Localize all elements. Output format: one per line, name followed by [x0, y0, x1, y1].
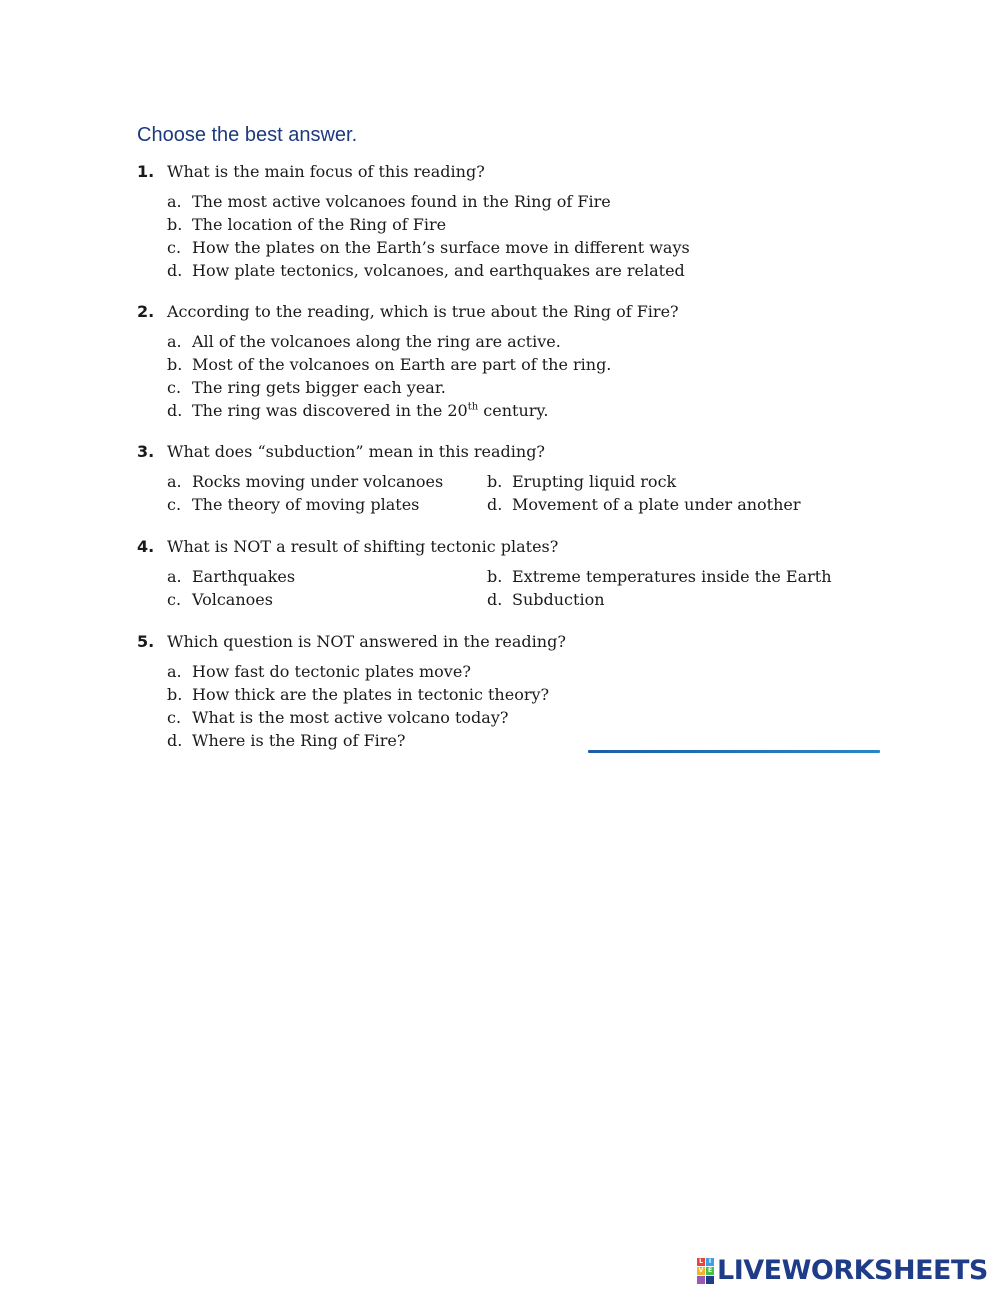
liveworksheets-logo: [697, 1257, 988, 1285]
answer-option-b[interactable]: [487, 470, 807, 493]
option-text: The location of the Ring of Fire: [192, 215, 447, 234]
option-text: Rocks moving under volcanoes: [192, 472, 444, 491]
answer-option-a[interactable]: [167, 565, 487, 588]
option-text: Most of the volcanoes on Earth are part of the ring.: [192, 355, 612, 374]
option-text: The ring gets bigger each year.: [192, 378, 446, 397]
answer-option-d[interactable]: [167, 729, 897, 752]
option-letter: b.: [167, 685, 183, 704]
option-text: How thick are the plates in tectonic theory?: [192, 685, 550, 704]
option-letter: b.: [167, 355, 183, 374]
answer-option-c[interactable]: [167, 588, 487, 611]
option-text: Extreme temperatures inside the Earth: [512, 567, 832, 586]
option-letter: a.: [167, 662, 182, 681]
logo-wordmark: LIVEWORKSHEETS: [717, 1255, 988, 1286]
option-letter: d.: [487, 495, 503, 514]
question-stem: [137, 631, 897, 653]
question-stem: [137, 441, 897, 463]
answer-option-b[interactable]: [167, 353, 897, 376]
answer-option-d[interactable]: [167, 399, 897, 422]
question-text: What is the main focus of this reading?: [167, 162, 485, 181]
answer-option-d[interactable]: [167, 259, 897, 282]
question-text: What does “subduction” mean in this reading?: [167, 442, 546, 461]
option-text: All of the volcanoes along the ring are active.: [192, 332, 561, 351]
question-stem: [137, 301, 897, 323]
answer-option-b[interactable]: [487, 565, 832, 588]
option-letter: d.: [167, 401, 183, 420]
worksheet-heading: Choose the best answer.: [137, 124, 358, 146]
option-text: Where is the Ring of Fire?: [192, 731, 406, 750]
question-number: 5.: [137, 632, 155, 651]
logo-tile: [697, 1276, 705, 1284]
logo-tiles-icon: [697, 1258, 714, 1284]
answer-option-d[interactable]: [487, 493, 807, 516]
option-letter: c.: [167, 495, 182, 514]
option-letter: c.: [167, 238, 182, 257]
answer-option-a[interactable]: [167, 660, 897, 683]
question-number: 4.: [137, 537, 155, 556]
option-text: The theory of moving plates: [192, 495, 420, 514]
option-letter: a.: [167, 192, 182, 211]
logo-tile: [706, 1276, 714, 1284]
question-text: What is NOT a result of shifting tectonic plates?: [167, 537, 559, 556]
option-text: How fast do tectonic plates move?: [192, 662, 471, 681]
question-2: [137, 301, 897, 422]
option-letter: c.: [167, 590, 182, 609]
answer-options: [167, 470, 897, 516]
question-text: Which question is NOT answered in the reading?: [167, 632, 566, 651]
option-letter: b.: [167, 215, 183, 234]
option-text: Movement of a plate under another: [512, 495, 801, 514]
option-text: [192, 399, 548, 422]
answer-option-a[interactable]: [167, 470, 487, 493]
option-letter: b.: [487, 472, 503, 491]
option-letter: c.: [167, 708, 182, 727]
logo-tile: L: [697, 1258, 705, 1266]
answer-options: [167, 565, 897, 611]
question-number: 3.: [137, 442, 155, 461]
logo-tile: V: [698, 1267, 704, 1274]
answer-option-b[interactable]: [167, 683, 897, 706]
option-letter: d.: [487, 590, 503, 609]
answer-option-c[interactable]: [167, 493, 487, 516]
option-text: What is the most active volcano today?: [192, 708, 509, 727]
option-text: Volcanoes: [192, 590, 273, 609]
option-text: Subduction: [512, 590, 605, 609]
option-text-after: century.: [478, 401, 549, 420]
question-stem: [137, 161, 897, 183]
question-4: [137, 536, 897, 611]
option-text: Earthquakes: [192, 567, 296, 586]
option-letter: a.: [167, 332, 182, 351]
option-letter: a.: [167, 567, 182, 586]
option-letter: b.: [487, 567, 503, 586]
logo-tile: E: [707, 1267, 713, 1274]
logo-tile: I: [706, 1258, 714, 1266]
question-text: According to the reading, which is true about the Ring of Fire?: [167, 302, 679, 321]
question-1: [137, 161, 897, 282]
question-number: 1.: [137, 162, 155, 181]
option-text-before: The ring was discovered in the 20: [192, 401, 468, 420]
ordinal-superscript: th: [467, 401, 479, 413]
answer-option-a[interactable]: [167, 190, 897, 213]
answer-option-c[interactable]: [167, 706, 897, 729]
answer-option-c[interactable]: [167, 236, 897, 259]
option-letter: d.: [167, 731, 183, 750]
question-stem: [137, 536, 897, 558]
option-text: How plate tectonics, volcanoes, and earthquakes are related: [192, 261, 685, 280]
option-text: The most active volcanoes found in the Ring of Fire: [192, 192, 611, 211]
answer-options: [167, 330, 897, 422]
answer-option-d[interactable]: [487, 588, 807, 611]
option-text: Erupting liquid rock: [512, 472, 677, 491]
answer-option-b[interactable]: [167, 213, 897, 236]
option-letter: d.: [167, 261, 183, 280]
option-letter: a.: [167, 472, 182, 491]
answer-options: [167, 190, 897, 282]
question-3: [137, 441, 897, 516]
option-text: How the plates on the Earth’s surface move in different ways: [192, 238, 690, 257]
option-letter: c.: [167, 378, 182, 397]
answer-option-c[interactable]: [167, 376, 897, 399]
question-number: 2.: [137, 302, 155, 321]
answer-options: [167, 660, 897, 752]
blue-divider-rule: [588, 750, 880, 753]
answer-option-a[interactable]: [167, 330, 897, 353]
question-5: [137, 631, 897, 752]
